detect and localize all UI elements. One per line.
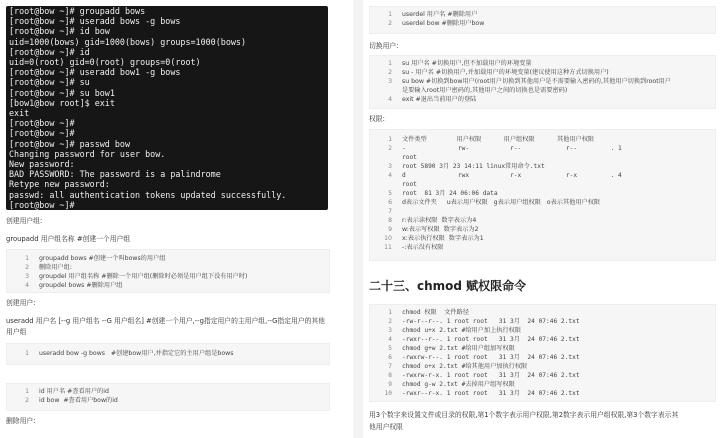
right-page — [363, 0, 720, 438]
terminal-line: passwd: all authentication tokens updated successfully. — [9, 189, 287, 200]
switch-user-label: 切换用户: — [369, 42, 399, 50]
terminal-line: [root@bow ~]# useradd bows -g bows — [9, 16, 181, 27]
section-heading: 二十三、chmod 赋权限命令 — [369, 279, 527, 293]
terminal-line: [root@bow ~]# groupadd bows — [9, 6, 146, 16]
code-block-userdel — [369, 6, 716, 34]
terminal-line: [root@bow ~]# — [9, 118, 75, 129]
terminal-line: uid=0(root) gid=0(root) groups=0(root) — [9, 57, 201, 68]
code-line: 1 su 用户名 #切换用户,但不加载用户的环境变量 — [388, 60, 532, 67]
terminal-line: [root@bow ~]# id — [9, 46, 90, 57]
terminal-line: [root@bow ~]# — [9, 199, 75, 210]
code-line: 2 -rw-r--r--. 1 root root 31 3月 24 07:46 2.txt — [388, 318, 580, 325]
code-block-permissions — [369, 129, 716, 261]
terminal-line: New password: — [9, 159, 75, 170]
code-line: 5 chmod g+w 2.txt #给用户组加写权限 — [388, 345, 515, 352]
code-line: 是要输入root用户密码的,其他用户之间的切换也是需要密码) — [402, 87, 568, 94]
code-line: 4 exit #退出当前用户的登陆 — [388, 96, 477, 103]
useradd-syntax-text: useradd 用户名 [--g 用户组名 --G 用户组名] #创建一个用户,--g指定用户的主用户组,--G指定用户的其他 — [6, 317, 325, 325]
code-line: 11 -:表示没有权限 — [384, 244, 444, 251]
code-line: 2 userdel bow #删除用户bow — [388, 20, 485, 27]
terminal-line: [root@bow ~]# su — [9, 77, 90, 88]
terminal-line: Retype new password: — [9, 179, 110, 190]
code-line: root — [402, 154, 417, 161]
code-line: 2 - rw- r-- r-- . 1 — [388, 145, 622, 152]
create-group-label: 创建用户组: — [6, 217, 43, 225]
terminal-line: [root@bow ~]# — [9, 128, 75, 139]
code-line: 10 -rwxr--r-x. 1 root root 31 3月 24 07:46 2.txt — [384, 390, 580, 397]
create-user-label: 创建用户: — [6, 299, 36, 307]
terminal-line: [root@bow ~]# su bow1 — [9, 87, 115, 98]
code-line: 1 userdel 用户名 #删除用户 — [388, 11, 478, 18]
code-line: 4 -rwxr--r--. 1 root root 31 3月 24 07:46 2.txt — [388, 336, 580, 343]
code-line: 10 x:表示执行权限 数字表示为1 — [384, 235, 484, 242]
code-line: 2 删除用户组: — [25, 264, 73, 271]
code-block-groupadd — [6, 249, 330, 293]
code-line: 3 root 5890 3月 23 14:11 linux常用命令.txt — [388, 163, 545, 170]
code-line: 1 id 用户名 #查看用户的id — [25, 388, 109, 395]
code-line: 8 r:表示读权限 数字表示为4 — [388, 217, 477, 224]
code-line: 1 chmod 权限 文件路径 — [388, 309, 469, 316]
terminal-screenshot — [6, 6, 328, 210]
code-block-su — [369, 55, 716, 109]
code-block-id — [6, 383, 330, 411]
terminal-line: uid=1000(bows) gid=1000(bows) groups=1000(bows) — [9, 36, 246, 47]
groupadd-syntax-text: groupadd 用户组名称 #创建一个用户组 — [6, 235, 131, 243]
code-line: 5 root 81 3月 24 06:06 data — [388, 190, 498, 197]
code-line: 1 文件类型 用户权限 用户组权限 其他用户权限 — [388, 136, 595, 143]
terminal-line: [root@bow ~]# id bow — [9, 26, 110, 37]
code-line: 4 d rwx r-x r-x . 4 — [388, 172, 622, 179]
code-line: 6 -rwxrw-r--. 1 root root 31 3月 24 07:46 2.txt — [388, 354, 580, 361]
code-line: 9 chmod g-w 2.txt #去掉用户组写权限 — [388, 381, 515, 388]
code-line: 3 su bow #切换到bow用户(root用户切换到其他用户是不需要输入密码的,其他用户切换到root用户 — [388, 78, 671, 85]
code-line: 2 su - 用户名 #切换用户,并加载用户的环境变量(建议使用这种方式切换用户) — [388, 69, 609, 76]
code-line: root — [402, 181, 417, 188]
terminal-line: [root@bow ~]# passwd bow — [9, 138, 131, 149]
terminal-line: [bow1@bow root]$ exit — [9, 97, 115, 108]
summary-text: 用3个数字来设置文件或目录的权限,第1个数字表示用户权限,第2数字表示用户组权限,第3个数字表示其 — [369, 411, 679, 419]
code-line: 3 chmod u+x 2.txt #给用户加上执行权限 — [388, 327, 522, 334]
code-line: 1 groupadd bows #创建一个叫bows的用户组 — [25, 255, 166, 262]
code-line: 2 id bow #查看用户bow的id — [25, 397, 118, 404]
code-line: 3 groupdel 用户组名称 #删除一个用户组(删除时必须是用户组下没有用户时) — [25, 273, 248, 280]
code-line: 1 useradd bow -g bows #创建bow用户,并指定它的主用户组是bows — [25, 350, 234, 357]
code-block-chmod — [369, 304, 716, 402]
code-line: 7 chmod o+x 2.txt #给其他用户加执行权限 — [388, 363, 528, 370]
terminal-output — [6, 6, 328, 210]
permission-label: 权限: — [369, 115, 385, 123]
code-block-useradd — [6, 343, 330, 365]
code-line: 4 groupdel bows #删除用户组 — [25, 282, 123, 289]
terminal-line: Changing password for user bow. — [9, 148, 166, 159]
code-line: 7 — [388, 208, 392, 215]
delete-user-label: 删除用户: — [6, 417, 36, 425]
useradd-syntax-text-cont: 用户组 — [6, 328, 27, 336]
code-line: 8 -rwxrw-r-x. 1 root root 31 3月 24 07:46 2.txt — [388, 372, 580, 379]
terminal-line: exit — [9, 108, 30, 119]
terminal-line: BAD PASSWORD: The password is a palindrome — [9, 169, 221, 180]
summary-text-cont: 他用户权限 — [369, 423, 403, 431]
code-line: 6 d表示文件夹 u表示用户权限 g表示用户组权限 o表示其他用户权限 — [388, 199, 601, 206]
left-page — [0, 0, 353, 438]
code-line: 9 w:表示写权限 数字表示为2 — [388, 226, 479, 233]
terminal-line: [root@bow ~]# useradd bow1 -g bows — [9, 67, 181, 78]
